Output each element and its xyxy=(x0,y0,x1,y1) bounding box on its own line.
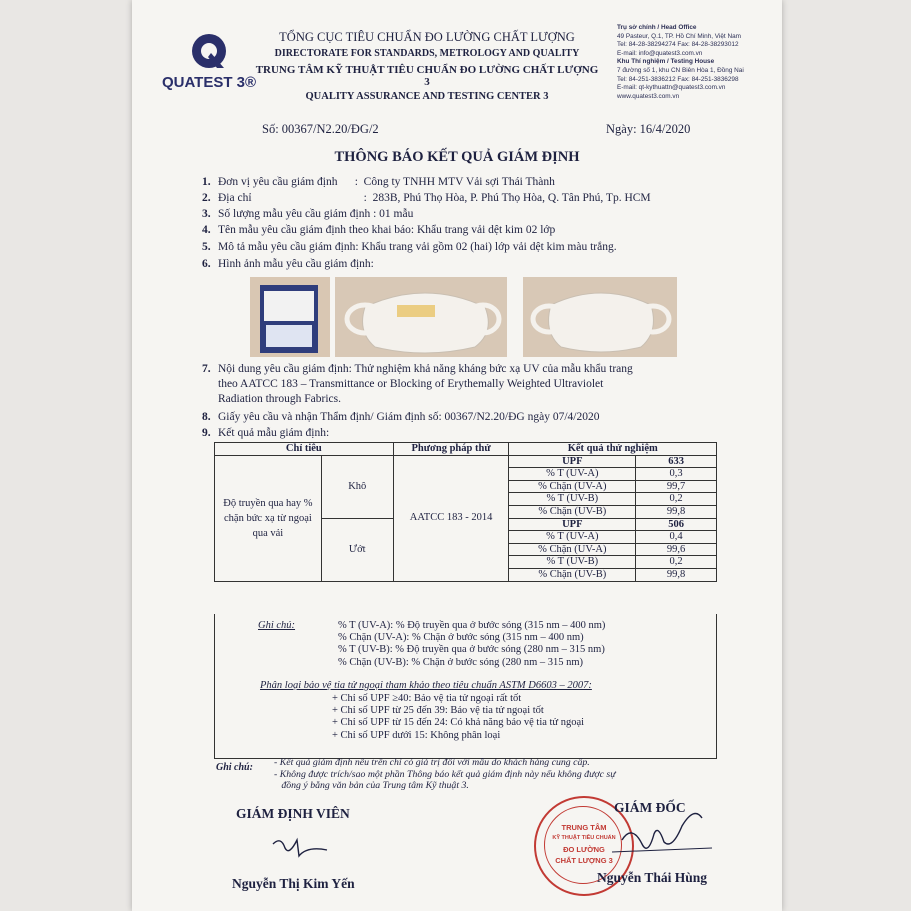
table-row xyxy=(215,455,717,468)
param-cell: % T (UV-A) xyxy=(509,468,636,481)
item-7 xyxy=(202,362,633,407)
item-8 xyxy=(202,411,599,423)
org-header xyxy=(252,30,602,102)
director-name: Nguyễn Thái Hùng xyxy=(597,870,708,885)
item-text: Số lượng mẫu yêu cầu giám định : 01 mẫu xyxy=(218,208,414,220)
method-cell: AATCC 183 - 2014 xyxy=(393,455,509,581)
value-cell: 99,7 xyxy=(636,480,717,493)
center-vn: TRUNG TÂM KỸ THUẬT TIÊU CHUẨN ĐO LƯỜNG CHẤT LƯỢNG 3 xyxy=(255,64,599,88)
class-line: + Chỉ số UPF từ 25 đến 39: Bảo vệ tia tử ngoại tốt xyxy=(332,705,544,717)
document-page xyxy=(132,0,782,911)
logo-q-icon xyxy=(154,26,264,76)
office-line: Tel: 84-28-38294274 Fax: 84-28-38293012 xyxy=(617,41,739,49)
footnote-line: đồng ý bằng văn bản của Trung tâm Kỹ thuật 3. xyxy=(274,780,469,791)
item-number: 2. xyxy=(202,192,211,204)
value-cell: 0,2 xyxy=(636,493,717,506)
note-line: % T (UV-A): % Độ truyền qua ở bước sóng (315 nm – 400 nm) xyxy=(338,620,606,631)
note-line: % T (UV-B): % Độ truyền qua ở bước sóng (280 nm – 315 nm) xyxy=(338,644,605,656)
doc-number: Số: 00367/N2.20/ĐG/2 xyxy=(262,122,379,136)
office-line: Khu Thí nghiệm / Testing House xyxy=(617,58,715,66)
item-4 xyxy=(202,224,555,236)
inspector-title: GIÁM ĐỊNH VIÊN xyxy=(236,806,350,821)
item-7-text xyxy=(218,362,633,407)
param-cell: % Chặn (UV-B) xyxy=(509,505,636,518)
office-line: www.quatest3.com.vn xyxy=(617,92,680,100)
footnote-line: - Không được trích/sao một phần Thông báo kết quả giám định này nếu không được sự xyxy=(274,768,616,780)
value-cell: 99,6 xyxy=(636,543,717,556)
note-line: % Chặn (UV-A): % Chặn ở bước sóng (315 nm – 400 nm) xyxy=(338,632,584,644)
param-cell: % Chặn (UV-A) xyxy=(509,543,636,556)
footnote-lines xyxy=(274,757,616,792)
item-9 xyxy=(202,427,329,439)
value-cell: 633 xyxy=(636,455,717,468)
classification-title: Phân loại bảo vệ tia tử ngoại tham khảo theo tiêu chuẩn ASTM D6603 – 2007: xyxy=(260,680,592,691)
item-number: 9. xyxy=(202,427,211,439)
director-signature-icon xyxy=(602,804,722,864)
param-cell: % T (UV-B) xyxy=(509,493,636,506)
item-line: Radiation through Fabrics. xyxy=(218,393,341,405)
param-cell: UPF xyxy=(509,455,636,468)
class-line: + Chỉ số UPF ≥40: Bảo vệ tia tử ngoại rất tốt xyxy=(332,693,522,704)
stamp-line: KỸ THUẬT TIÊU CHUẨN xyxy=(552,835,616,841)
param-cell: % Chặn (UV-A) xyxy=(509,480,636,493)
value-cell: 506 xyxy=(636,518,717,531)
sample-photo-package xyxy=(250,277,330,357)
office-info xyxy=(617,24,782,101)
class-line: + Chỉ số UPF dưới 15: Không phân loại xyxy=(332,729,501,741)
condition-dry: Khô xyxy=(321,455,393,518)
class-line: + Chỉ số UPF từ 15 đến 24: Có khả năng bảo vệ tia tử ngoại xyxy=(332,717,585,729)
footnote-label: Ghi chú: xyxy=(216,762,253,773)
item-text: Hình ảnh mẫu yêu cầu giám định: xyxy=(218,258,374,270)
mask-back-image-icon xyxy=(523,277,677,357)
org-vn: TỔNG CỤC TIÊU CHUẨN ĐO LƯỜNG CHẤT LƯỢNG xyxy=(279,30,575,44)
office-line: Tel: 84-251-3836212 Fax: 84-251-3836298 xyxy=(617,75,739,83)
stamp-line: ĐO LƯỜNG xyxy=(563,845,605,854)
inspector-signature-icon xyxy=(267,826,337,862)
header-criterion: Chỉ tiêu xyxy=(215,443,394,456)
org-en: DIRECTORATE FOR STANDARDS, METROLOGY AND QUALITY xyxy=(274,48,580,59)
item-text: Tên mẫu yêu cầu giám định theo khai báo: Khẩu trang vải dệt kim 02 lớp xyxy=(218,224,556,236)
mask-front-image-icon xyxy=(335,277,507,357)
value-cell: 99,8 xyxy=(636,505,717,518)
classification-lines xyxy=(332,693,584,742)
sample-photo-mask-front xyxy=(335,277,507,357)
item-line: theo AATCC 183 – Transmittance or Blocking of Erythemally Weighted Ultraviolet xyxy=(218,378,604,390)
item-number: 8. xyxy=(202,411,211,423)
param-cell: % T (UV-A) xyxy=(509,531,636,544)
office-line: Trụ sở chính / Head Office xyxy=(617,24,697,31)
item-6 xyxy=(202,258,374,270)
office-line: 49 Pasteur, Q.1, TP. Hồ Chí Minh, Việt Nam xyxy=(617,32,741,40)
item-text: Địa chỉ : 283B, Phú Thọ Hòa, P. Phú Thọ Hòa, Q. Tân Phú, Tp. HCM xyxy=(218,192,651,204)
item-text: Mô tả mẫu yêu cầu giám định: Khẩu trang vải gồm 02 (hai) lớp vải dệt kim màu trắng. xyxy=(218,241,617,253)
item-text: Đơn vị yêu cầu giám định : Công ty TNHH MTV Vải sợi Thái Thành xyxy=(218,176,555,188)
center-en: QUALITY ASSURANCE AND TESTING CENTER 3 xyxy=(305,91,549,102)
office-line: E-mail: info@quatest3.com.vn xyxy=(617,49,703,57)
param-cell: % T (UV-B) xyxy=(509,556,636,569)
item-5 xyxy=(202,241,617,253)
quatest-logo xyxy=(154,26,264,96)
item-number: 4. xyxy=(202,224,211,236)
item-1 xyxy=(202,176,555,188)
director-title: GIÁM ĐỐC xyxy=(614,800,686,815)
notes-lines xyxy=(338,620,605,669)
item-3 xyxy=(202,208,413,220)
doc-title: THÔNG BÁO KẾT QUẢ GIÁM ĐỊNH xyxy=(334,149,580,165)
footnote-line: - Kết quả giám định nêu trên chỉ có giá trị đối với mẫu do khách hàng cung cấp. xyxy=(274,757,590,768)
item-number: 6. xyxy=(202,258,211,270)
value-cell: 0,2 xyxy=(636,556,717,569)
office-line: E-mail: qt-kythuattn@quatest3.com.vn xyxy=(617,84,726,92)
header-method: Phương pháp thử xyxy=(393,443,509,456)
table-header-row xyxy=(215,443,717,456)
sample-photo-mask-back xyxy=(523,277,677,357)
item-number: 3. xyxy=(202,208,211,220)
item-number: 5. xyxy=(202,241,211,253)
header-result: Kết quả thử nghiệm xyxy=(509,443,717,456)
item-text: Giấy yêu cầu và nhận Thẩm định/ Giám định số: 00367/N2.20/ĐG ngày 07/4/2020 xyxy=(218,411,600,423)
stamp-line: TRUNG TÂM xyxy=(561,823,607,832)
item-number: 1. xyxy=(202,176,211,188)
value-cell: 0,3 xyxy=(636,468,717,481)
stamp-line: CHẤT LƯỢNG 3 xyxy=(555,856,613,865)
item-line: Nội dung yêu cầu giám định: Thử nghiệm khả năng kháng bức xạ UV của mẫu khẩu trang xyxy=(218,363,633,375)
package-image-icon xyxy=(250,277,330,357)
doc-date: Ngày: 16/4/2020 xyxy=(606,122,691,136)
inspector-name: Nguyễn Thị Kim Yến xyxy=(232,876,355,891)
value-cell: 99,8 xyxy=(636,568,717,581)
condition-wet: Ướt xyxy=(321,518,393,581)
note-line: % Chặn (UV-B): % Chặn ở bước sóng (280 nm – 315 nm) xyxy=(338,656,584,668)
item-text: Kết quả mẫu giám định: xyxy=(218,427,330,439)
notes-label: Ghi chú: xyxy=(258,620,296,631)
item-2 xyxy=(202,192,651,204)
logo-text: QUATEST 3® xyxy=(161,74,257,91)
value-cell: 0,4 xyxy=(636,531,717,544)
office-line: 7 đường số 1, khu CN Biên Hòa 1, Đồng Nai xyxy=(617,66,744,74)
item-number: 7. xyxy=(202,363,211,375)
criterion-cell: Độ truyền qua hay % chặn bức xạ từ ngoại qua vải xyxy=(215,455,322,581)
results-table xyxy=(214,442,717,582)
param-cell: UPF xyxy=(509,518,636,531)
param-cell: % Chặn (UV-B) xyxy=(509,568,636,581)
